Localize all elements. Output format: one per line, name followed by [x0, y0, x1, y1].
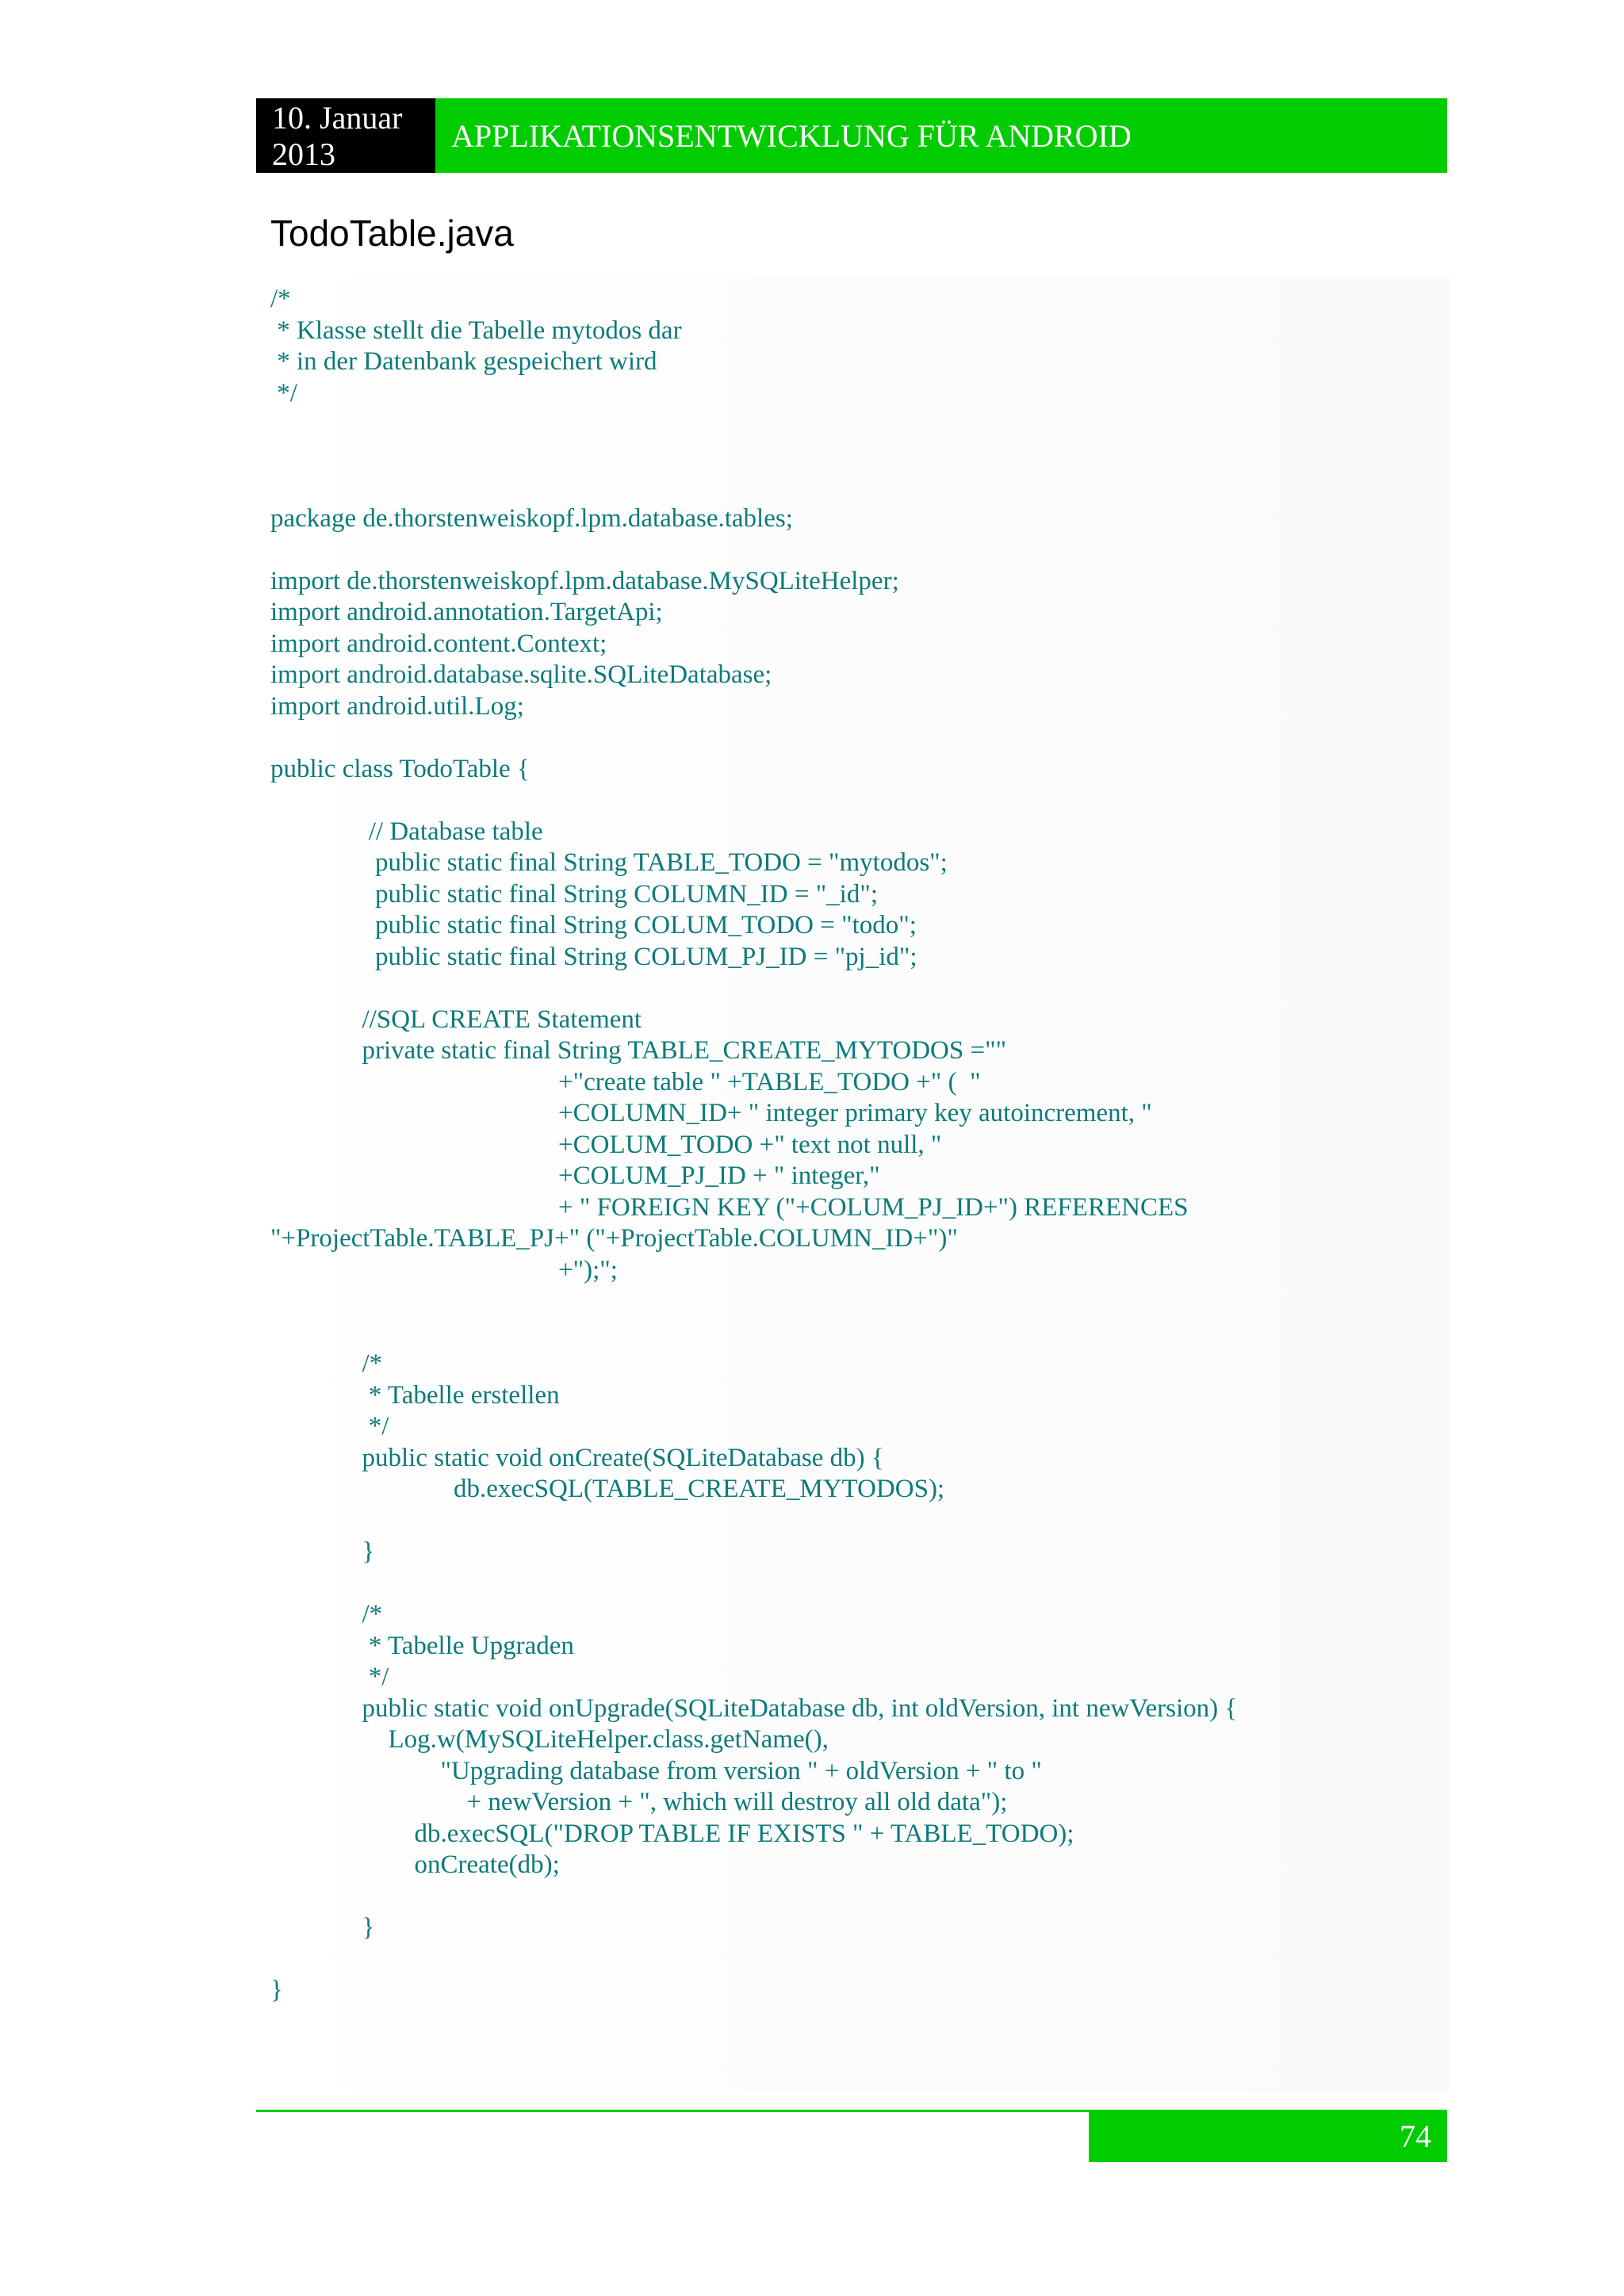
code-line: "Upgrading database from version " + oldVersion + " to ": [270, 1756, 1042, 1785]
code-line: +COLUMN_ID+ " integer primary key autoincrement, ": [270, 1099, 1152, 1127]
code-line: /*: [270, 1349, 383, 1378]
code-line: import android.annotation.TargetApi;: [270, 598, 663, 626]
header-title: APPLIKATIONSENTWICKLUNG FÜR ANDROID: [451, 117, 1132, 154]
code-line: public static final String COLUMN_ID = "_id";: [270, 879, 878, 909]
code-line: * Tabelle erstellen: [270, 1380, 560, 1410]
code-line: + newVersion + ", which will destroy all old data");: [270, 1788, 1008, 1816]
code-line: public static final String COLUM_TODO = "todo";: [270, 911, 917, 939]
code-line: onCreate(db);: [270, 1850, 560, 1879]
code-line: [270, 1568, 1444, 1600]
code-line: * in der Datenbank gespeichert wird: [270, 347, 657, 376]
code-line: [270, 1286, 1444, 1318]
footer-page-box: [1089, 2110, 1447, 2162]
code-line: public static final String TABLE_TODO = "mytodos";: [270, 848, 948, 877]
code-line: /*: [270, 285, 291, 313]
code-line: public static void onCreate(SQLiteDatabase db) {: [270, 1443, 884, 1472]
header-date-line2: 2013: [272, 136, 335, 172]
header-date-box: [256, 98, 435, 173]
code-line: * Klasse stellt die Tabelle mytodos dar: [270, 316, 682, 345]
code-line: [270, 534, 1444, 566]
code-line: * Tabelle Upgraden: [270, 1631, 574, 1660]
code-line: */: [270, 1412, 389, 1441]
code-line: [270, 1881, 1444, 1913]
code-line: Log.w(MySQLiteHelper.class.getName(),: [270, 1725, 829, 1754]
code-line: }: [270, 1537, 375, 1566]
code-line: import de.thorstenweiskopf.lpm.database.MySQLiteHelper;: [270, 566, 899, 595]
code-line: +");";: [270, 1255, 618, 1284]
code-line: [270, 1944, 1444, 1976]
code-line: [270, 441, 1444, 473]
header-title-bar: [435, 98, 1447, 173]
file-heading: TodoTable.java: [270, 212, 514, 254]
code-line: public static void onUpgrade(SQLiteDatabase db, int oldVersion, int newVersion) {: [270, 1693, 1238, 1723]
code-line: db.execSQL(TABLE_CREATE_MYTODOS);: [270, 1475, 945, 1503]
code-line: [270, 785, 1444, 817]
code-line: import android.database.sqlite.SQLiteDatabase;: [270, 660, 772, 689]
page-number: 74: [1400, 2118, 1431, 2154]
code-line: }: [270, 1913, 375, 1942]
code-line: [270, 409, 1444, 441]
code-line: */: [270, 1663, 389, 1691]
code-line: [270, 1506, 1444, 1537]
code-line: +COLUM_TODO +" text not null, ": [270, 1130, 942, 1159]
code-line: import android.content.Context;: [270, 629, 607, 658]
code-line: [270, 973, 1444, 1004]
code-line: }: [270, 1976, 283, 2004]
code-line: public static final String COLUM_PJ_ID = "pj_id";: [270, 942, 917, 971]
code-line: //SQL CREATE Statement: [270, 1004, 642, 1034]
code-line: // Database table: [270, 817, 543, 846]
code-line: [270, 722, 1444, 754]
code-line: private static final String TABLE_CREATE_MYTODOS ="": [270, 1036, 1007, 1065]
code-line: */: [270, 378, 297, 408]
code-line: /*: [270, 1600, 383, 1628]
code-line: package de.thorstenweiskopf.lpm.database.tables;: [270, 503, 793, 533]
code-line: [270, 1318, 1444, 1349]
code-line: +"create table " +TABLE_TODO +" ( ": [270, 1067, 981, 1096]
code-line: +COLUM_PJ_ID + " integer,": [270, 1161, 880, 1190]
code-line: + " FOREIGN KEY ("+COLUM_PJ_ID+") REFERENCES: [270, 1192, 1189, 1222]
code-line: import android.util.Log;: [270, 691, 524, 721]
code-line: [270, 472, 1444, 503]
code-line: public class TodoTable {: [270, 754, 530, 783]
code-line: db.execSQL("DROP TABLE IF EXISTS " + TABLE_TODO);: [270, 1819, 1074, 1848]
header-date-line1: 10. Januar: [272, 100, 403, 136]
code-listing: [270, 284, 1444, 2007]
code-line: "+ProjectTable.TABLE_PJ+" ("+ProjectTable.COLUMN_ID+")": [270, 1224, 958, 1253]
